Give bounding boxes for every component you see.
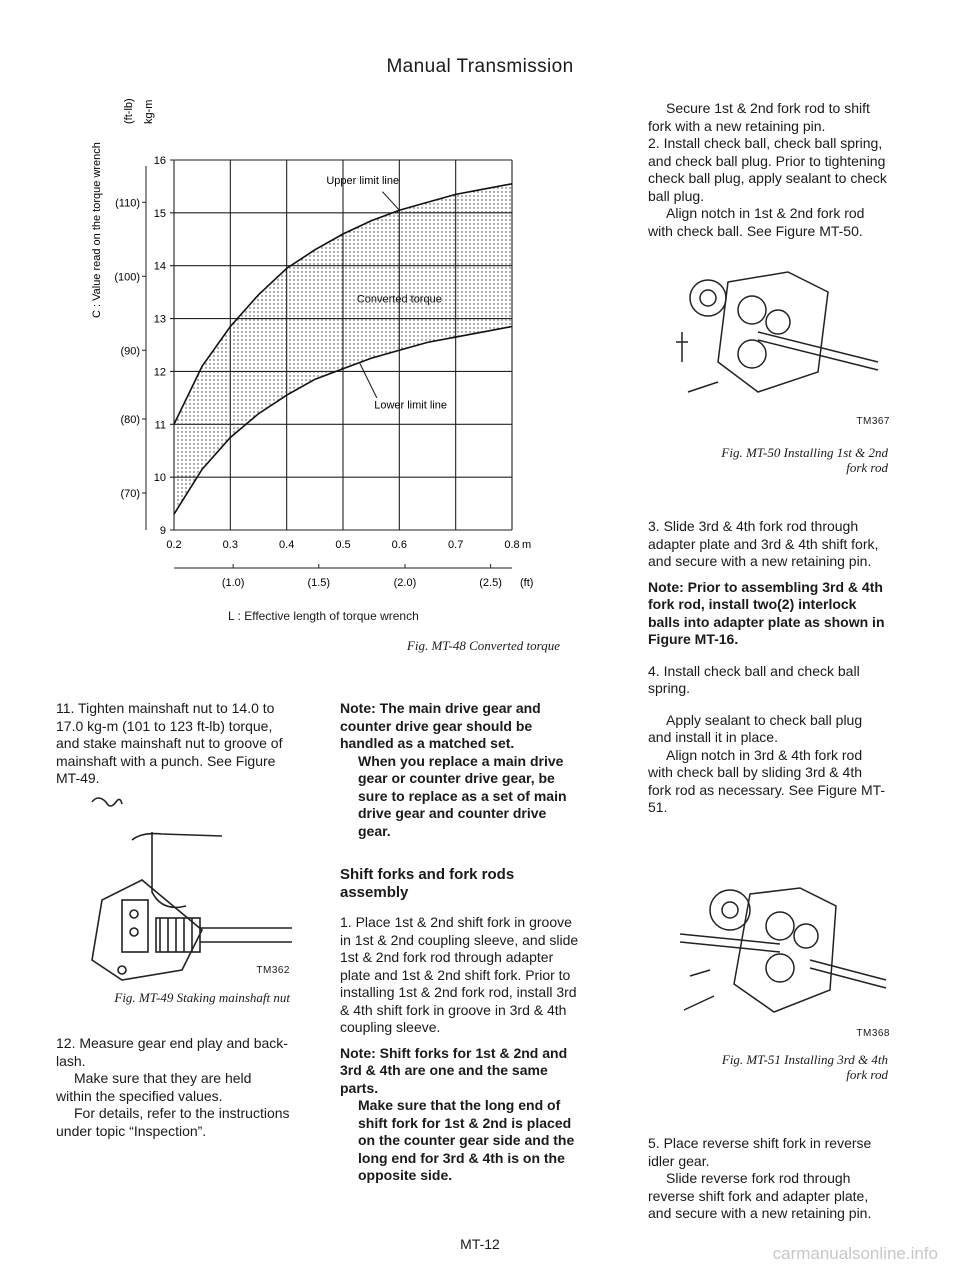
y-tick-label: 10 [153,472,166,485]
alt-y-tick-label: (110) [115,197,140,210]
note-main-drive-gear-p2: When you replace a main drive gear or counter drive gear, be sure to replace as a set of main drive gear and counter drive gear. [358,752,567,839]
y-tick-label: 15 [153,207,166,220]
mainshaft-drawing [82,790,302,990]
x-axis-label: L : Effective length of torque wrench [228,609,419,623]
step-4-p3: Align notch in 3rd & 4th fork rod with check ball by sliding 3rd & 4th fork rod as necessary. See Figure MT-51. [648,746,886,815]
x-tick-label: 0.2 [166,539,182,551]
alt-x-tick-label: (2.5) [479,577,502,589]
alt-x-tick-label: (1.0) [221,577,245,589]
page-header: Manual Transmission [386,56,574,77]
step-12-p2: Make sure that they are held within the specified values. [56,1070,252,1104]
torque-chart [60,78,560,623]
step-3: 3. Slide 3rd & 4th fork rod through adapter plate and 3rd & 4th shift fork, and secure with a new retaining pin. [648,518,879,569]
fork-rod-1-2-illustration [668,262,888,412]
step-1: 1. Place 1st & 2nd shift fork in groove in 1st & 2nd coupling sleeve, and slide 1st & 2nd fork rod through adapter plate and 1st & 2nd shift fork. Prior to installing 1st & 2nd fork rod, install 3rd & 4th shift fork in groove in 3rd & 4th coupling sleeve. [340,914,579,1035]
x-tick-label: 0.8 [504,539,520,551]
annotation-converted-torque: Converted torque [356,293,442,306]
fig51-caption-text: Installing 3rd & 4th fork rod [784,1052,888,1082]
fork-rod-3-4-illustration [660,880,892,1025]
alt-y-tick-label: (80) [120,414,140,426]
fig51-caption [700,1052,888,1082]
fig49-caption-text: Staking mainshaft nut [176,990,290,1005]
fig50-caption-num: Fig. MT-50 [721,445,781,460]
step-5-p2: Slide reverse fork rod through reverse shift fork and adapter plate, and secure with a new retaining pin. [648,1170,872,1221]
y-unit-alt: (ft-lb) [123,98,135,124]
y-axis-label: C : Value read on the torque wrench [91,142,103,318]
fig49-tm: TM362 [256,965,290,976]
annotation-upper-limit: Upper limit line [326,174,400,187]
alt-y-tick-label: (70) [120,488,140,500]
fig51-drawing [660,880,892,1025]
step-11: 11. Tighten mainshaft nut to 14.0 to 17.0 kg-m (101 to 123 ft-lb) torque, and stake mainshaft nut to groove of mainshaft with a punch. See Figure MT-49. [56,700,283,786]
right-column-bottom [648,1135,888,1223]
right-p1: Secure 1st & 2nd fork rod to shift fork with a new retaining pin. [648,100,870,134]
fig51-caption-num: Fig. MT-51 [721,1052,781,1067]
x-tick-label: 0.6 [391,539,407,551]
right-column-top [648,100,888,240]
y-tick-label: 13 [153,313,166,326]
annotation-upper-pointer [382,192,399,210]
y-tick-label: 11 [154,419,166,432]
x-tick-label: 0.4 [279,539,295,551]
note-interlock-balls: Note: Prior to assembling 3rd & 4th fork rod, install two(2) interlock balls into adapter plate as shown in Figure MT-16. [648,578,885,647]
fig48-caption-text: Converted torque [469,638,560,653]
fig50-tm: TM367 [856,416,890,427]
plot-area [114,155,533,589]
fig51-tm: TM368 [856,1028,890,1039]
fig50-caption-text: Installing 1st & 2nd fork rod [783,445,888,475]
x-unit-alt: (ft) [520,577,534,589]
y-tick-label: 12 [153,366,166,379]
torque-chart-svg [60,78,560,623]
annotation-lower-pointer [360,364,377,398]
alt-y-tick-label: (100) [114,271,140,284]
fig50-drawing [668,262,888,412]
alt-y-tick-label: (90) [120,345,140,358]
fig49-caption-num: Fig. MT-49 [114,990,174,1005]
watermark: carmanualsonline.info [772,1244,938,1263]
annotation-lower-limit: Lower limit line [374,399,447,412]
page-number: MT-12 [460,1236,500,1252]
y-tick-label: 16 [153,155,166,167]
x-tick-label: 0.5 [335,539,351,551]
alt-x-tick-label: (1.5) [307,577,331,589]
note-shift-forks: Note: Shift forks for 1st & 2nd and 3rd & 4th are one and the same parts. [340,1044,568,1096]
left-column-bottom [56,1035,290,1140]
middle-column [340,700,580,1185]
x-unit: m [522,539,532,551]
note-main-drive-gear: Note: The main drive gear and counter drive gear should be handled as a matched set. [340,700,541,751]
step-2: 2. Install check ball, check ball spring, and check ball plug. Prior to tightening check ball plug, apply sealant to check ball plug. [648,135,887,204]
step-2-p2: Align notch in 1st & 2nd fork rod with check ball. See Figure MT-50. [648,205,865,239]
step-4: 4. Install check ball and check ball spring. [648,662,860,696]
y-unit: kg-m [143,99,155,124]
x-tick-label: 0.7 [448,539,464,551]
step-12: 12. Measure gear end play and back-lash. [56,1035,288,1069]
y-tick-label: 14 [153,260,166,273]
left-column [56,700,290,788]
fig49-caption [56,990,290,1005]
section-heading: Shift forks and fork rods assembly [340,866,515,901]
note-shift-forks-p2: Make sure that the long end of shift fork for 1st & 2nd is placed on the counter gear side and the long end for 3rd & 4th is on the opposite side. [358,1097,575,1183]
right-column-middle [648,518,888,817]
fig48-caption-num: Fig. MT-48 [406,638,466,653]
y-tick-label: 9 [159,525,166,537]
mainshaft-staking-illustration [82,790,302,990]
x-tick-label: 0.3 [222,539,238,551]
alt-x-tick-label: (2.0) [393,577,417,589]
fig48-caption [330,638,560,653]
step-12-p3: For details, refer to the instructions under topic “Inspection”. [56,1105,290,1139]
step-4-p2: Apply sealant to check ball plug and install it in place. [648,711,863,745]
fig50-caption [700,445,888,475]
step-5: 5. Place reverse shift fork in reverse idler gear. [648,1135,872,1169]
